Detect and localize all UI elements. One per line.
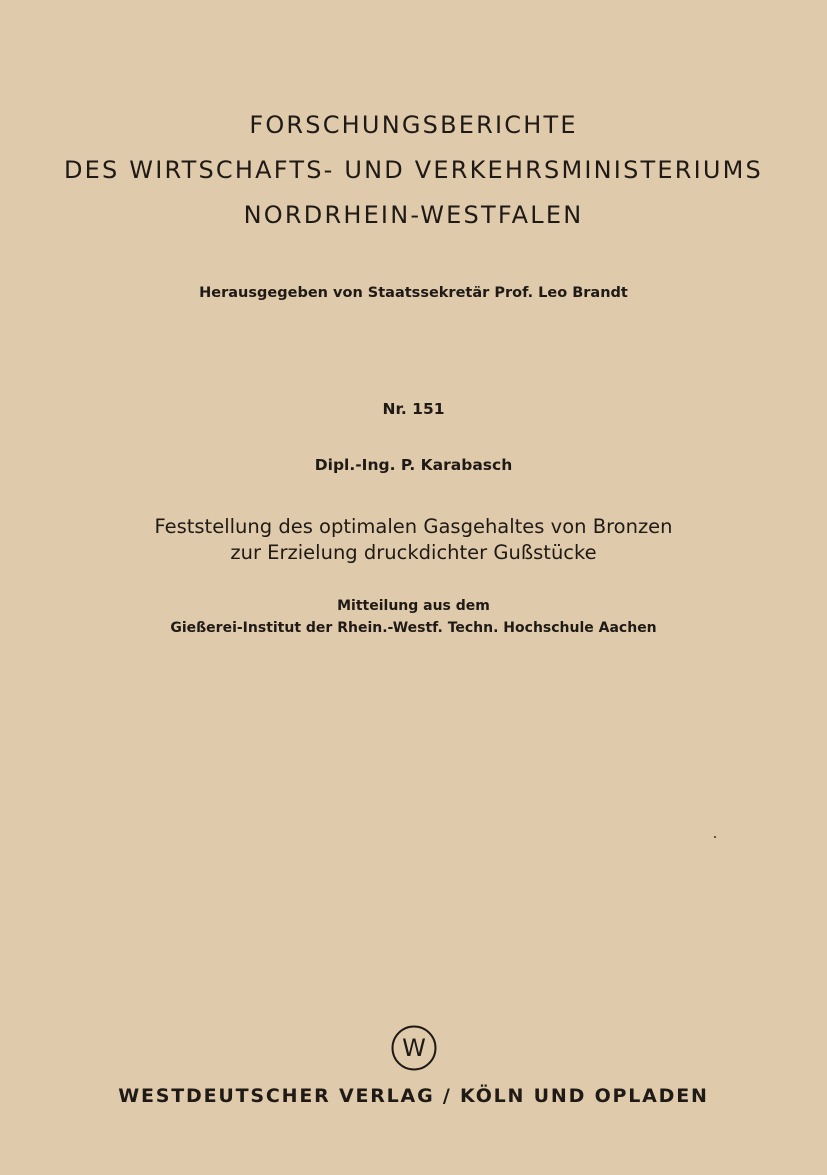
publisher-logo-icon: [390, 1024, 438, 1072]
book-title-line-2: zur Erzielung druckdichter Gußstücke: [230, 541, 597, 564]
subtitle-line-1: Mitteilung aus dem: [337, 598, 490, 614]
series-title-line-1: FORSCHUNGSBERICHTE: [249, 111, 578, 139]
logo-letter: W: [402, 1034, 426, 1062]
series-title-line-3: NORDRHEIN-WESTFALEN: [243, 201, 584, 229]
book-title-line-1: Feststellung des optimalen Gasgehaltes von Bronzen: [154, 515, 673, 538]
author-name: Dipl.-Ing. P. Karabasch: [314, 456, 513, 474]
issue-number: Nr. 151: [382, 400, 445, 418]
subtitle-line-2: Gießerei-Institut der Rhein.-Westf. Techn. Hochschule Aachen: [170, 620, 657, 636]
editor-line: Herausgegeben von Staatssekretär Prof. Leo Brandt: [199, 285, 628, 301]
series-title-line-2: DES WIRTSCHAFTS- UND VERKEHRSMINISTERIUMS: [63, 156, 763, 184]
speck-mark: [714, 836, 716, 838]
publisher-name: WESTDEUTSCHER VERLAG / KÖLN UND OPLADEN: [118, 1085, 709, 1107]
